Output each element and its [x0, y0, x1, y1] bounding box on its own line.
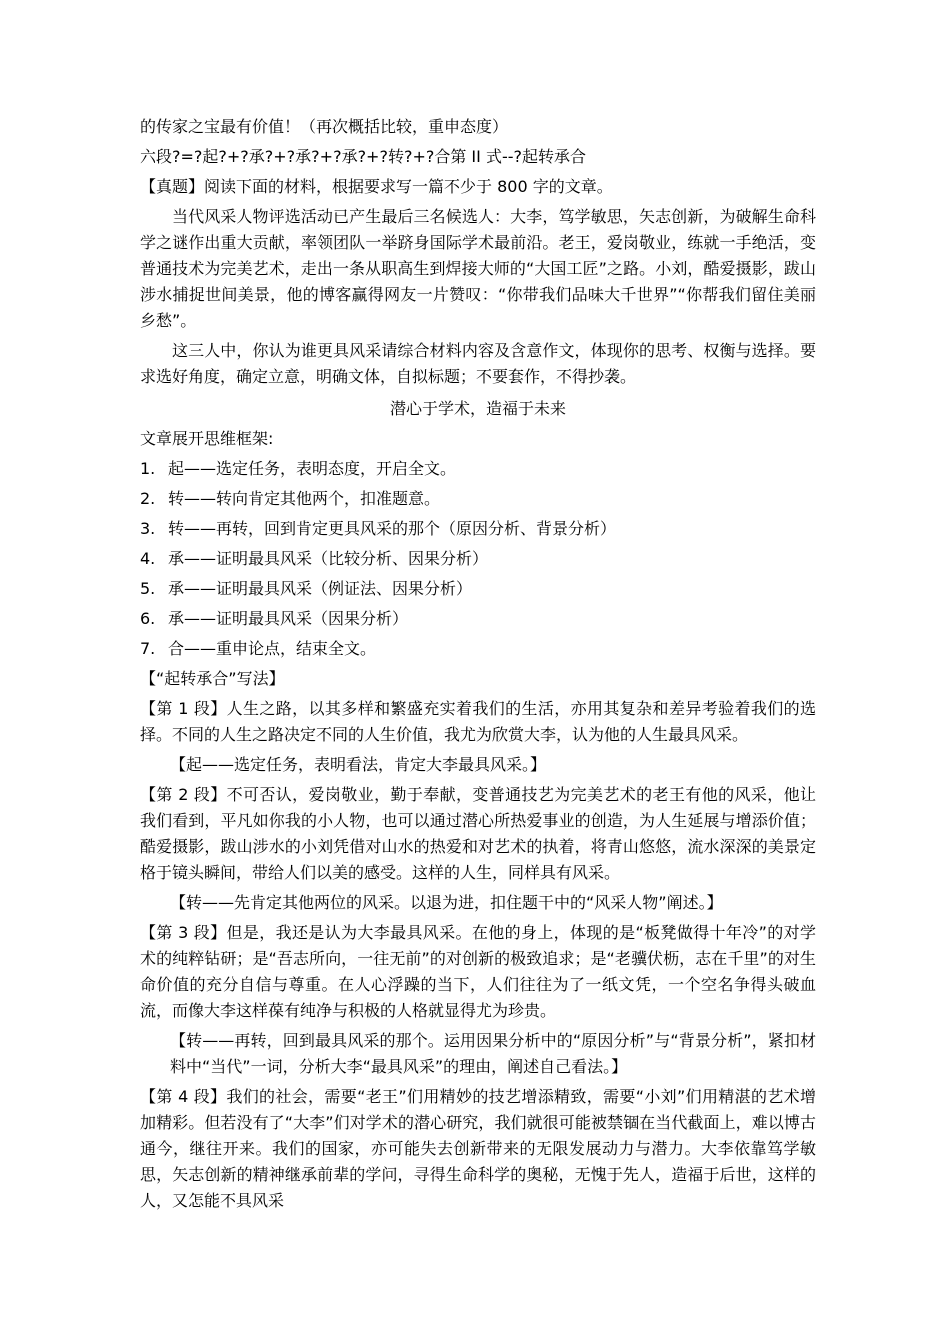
list-item	[140, 634, 816, 664]
list-text: 转——再转，回到肯定更具风采的那个（原因分析、背景分析）	[168, 519, 617, 538]
document-page	[140, 112, 816, 1218]
text-line: 六段?=?起?+?承?+?承?+?承?+?转?+?合第 II 式--?起转承合	[140, 147, 586, 166]
section-note-3: 【转——再转，回到最具风采的那个。运用因果分析中的“原因分析”与“背景分析”，紧扣材料中“当代”一词，分析大李“最具风采”的理由，阐述自己看法。】	[170, 1031, 816, 1076]
list-item	[140, 454, 816, 484]
material-paragraph: 当代风采人物评选活动已产生最后三名候选人：大李，笃学敏思，矢志创新，为破解生命科学之谜作出重大贡献，率领团队一举跻身国际学术最前沿。老王，爱岗敬业，练就一手绝活，变普通技术为完美艺术，走出一条从职高生到焊接大师的“大国工匠”之路。小刘，酷爱摄影，跋山涉水捕捉世间美景，他的博客赢得网友一片赞叹：“你带我们品味大千世界”“你帮我们留住美丽乡愁”。	[140, 207, 816, 330]
framework-list	[140, 454, 816, 664]
list-text: 承——证明最具风采（因果分析）	[168, 609, 409, 628]
list-number: 5.	[140, 579, 156, 598]
section-paragraph-4: 【第 4 段】我们的社会，需要“老王”们用精妙的技艺增添精致，需要“小刘”们用精湛的艺术增加精彩。但若没有了“大李”们对学术的潜心研究，我们就很可能被禁锢在当代截面上，难以博古通今，继往开来。我们的国家，亦可能失去创新带来的无限发展动力与潜力。大李依靠笃学敏思，矢志创新的精神继承前辈的学问，寻得生命科学的奥秘，无愧于先人，造福于后世，这样的人，又怎能不具风采	[140, 1087, 816, 1210]
essay-title: 潜心于学术，造福于未来	[389, 399, 566, 418]
list-number: 6.	[140, 609, 156, 628]
list-text: 合——重申论点，结束全文。	[168, 639, 377, 658]
list-number: 4.	[140, 549, 156, 568]
list-item	[140, 514, 816, 544]
section-paragraph-3: 【第 3 段】但是，我还是认为大李最具风采。在他的身上，体现的是“板凳做得十年冷”的对学术的纯粹钻研；是“吾志所向，一往无前”的对创新的极致追求；是“老骥伏枥，志在千里”的对生命价值的充分自信与尊重。在人心浮躁的当下，人们往往为了一纸文凭，一个空名争得头破血流，而像大李这样葆有纯净与积极的人格就显得尤为珍贵。	[140, 923, 816, 1020]
list-item	[140, 604, 816, 634]
text-line: 的传家之宝最有价值！（再次概括比较，重申态度）	[140, 117, 509, 136]
list-number: 2.	[140, 489, 156, 508]
list-text: 转——转向肯定其他两个，扣准题意。	[168, 489, 441, 508]
exam-question-heading: 【真题】阅读下面的材料，根据要求写一篇不少于 800 字的文章。	[140, 177, 613, 196]
method-heading: 【“起转承合”写法】	[140, 669, 285, 688]
list-text: 承——证明最具风采（比较分析、因果分析）	[168, 549, 489, 568]
list-number: 7.	[140, 639, 156, 658]
list-item	[140, 574, 816, 604]
framework-heading: 文章展开思维框架:	[140, 429, 274, 448]
list-number: 1.	[140, 459, 156, 478]
material-paragraph: 这三人中，你认为谁更具风采请综合材料内容及含意作文，体现你的思考、权衡与选择。要求选好角度，确定立意，明确文体，自拟标题；不要套作，不得抄袭。	[140, 341, 816, 386]
list-text: 承——证明最具风采（例证法、因果分析）	[168, 579, 473, 598]
list-text: 起——选定任务，表明态度，开启全文。	[168, 459, 457, 478]
list-number: 3.	[140, 519, 156, 538]
section-paragraph-1: 【第 1 段】人生之路，以其多样和繁盛充实着我们的生活，亦用其复杂和差异考验着我们的选择。不同的人生之路决定不同的人生价值，我尤为欣赏大李，认为他的人生最具风采。	[140, 699, 816, 744]
section-paragraph-2: 【第 2 段】不可否认，爱岗敬业，勤于奉献，变普通技艺为完美艺术的老王有他的风采，他让我们看到，平凡如你我的小人物，也可以通过潜心所热爱事业的创造，为人生延展与增添价值；酷爱摄影，跋山涉水的小刘凭借对山水的热爱和对艺术的执着，将青山悠悠，流水深深的美景定格于镜头瞬间，带给人们以美的感受。这样的人生，同样具有风采。	[140, 785, 816, 882]
list-item	[140, 544, 816, 574]
list-item	[140, 484, 816, 514]
section-note-1: 【起——选定任务，表明看法，肯定大李最具风采。】	[170, 755, 547, 774]
section-note-2: 【转——先肯定其他两位的风采。以退为进，扣住题干中的“风采人物”阐述。】	[170, 893, 723, 912]
